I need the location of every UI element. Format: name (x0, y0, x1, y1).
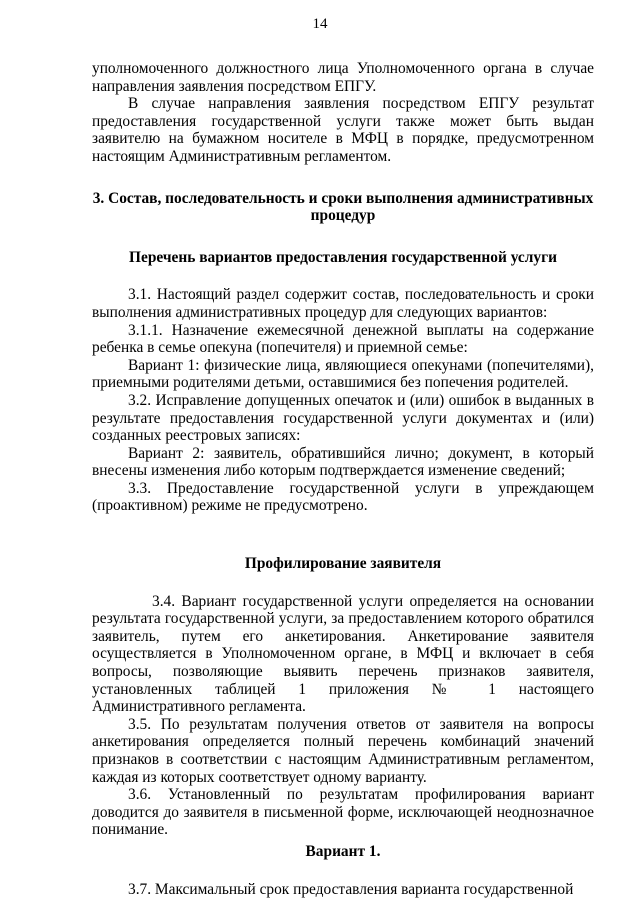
paragraph-3-6: 3.6. Установленный по результатам профилирования вариант доводится до заявителя в письменной форме, исключающей неоднозначное понимание. (92, 786, 594, 839)
paragraph-3-1-1: 3.1.1. Назначение ежемесячной денежной выплаты на содержание ребенка в семье опекуна (попечителя) и приемной семье: (92, 321, 594, 357)
subtitle-profiling: Профилирование заявителя (244, 555, 442, 573)
paragraph-3-7: 3.7. Максимальный срок предоставления варианта государственной (128, 880, 574, 898)
paragraph-3-4: 3.4. Вариант государственной услуги определяется на основании результата государственной услуги, за предоставлением которого обратился заявитель, путем его анкетирования. Анкетирование заявителя осуществляется в Уполномоченном органе, в МФЦ и включает в себя вопросы, позволяющие выявить перечень признаков заявителя, установленных таблицей 1 приложения № 1 настоящего Административного регламента. (92, 592, 594, 716)
page-number: 14 (312, 16, 328, 32)
paragraph-3-5: 3.5. По результатам получения ответов от заявителя на вопросы анкетирования определяется полный перечень комбинаций значений признаков в соответствии с настоящим Административным регламентом, каждая из которых соответствует одному варианту. (92, 715, 594, 786)
paragraph-epgu-result: В случае направления заявления посредством ЕПГУ результат предоставления государственной услуги также может быть выдан заявителю на бумажном носителе в МФЦ в порядке, предусмотренном настоящим Административным регламентом. (92, 95, 594, 165)
section-3-title: 3. Состав, последовательность и сроки выполнения административных процедур (92, 189, 594, 225)
paragraph-3-1: 3.1. Настоящий раздел содержит состав, последовательность и сроки выполнения административных процедур для следующих вариантов: (92, 286, 594, 321)
paragraph-3-3: 3.3. Предоставление государственной услуги в упреждающем (проактивном) режиме не предусмотрено. (92, 479, 594, 515)
subtitle-variant-1: Вариант 1. (305, 842, 381, 860)
page-body (92, 60, 594, 898)
paragraph-variant-1: Вариант 1: физические лица, являющиеся опекунами (попечителями), приемными родителями детьми, оставшимися без попечения родителей. (92, 356, 594, 392)
paragraph-continuation: уполномоченного должностного лица Уполномоченного органа в случае направления заявления посредством ЕПГУ. (92, 60, 594, 95)
paragraph-variant-2: Вариант 2: заявитель, обратившийся лично; документ, в который внесены изменения либо которым подтверждается изменение сведений; (92, 444, 594, 480)
paragraph-3-2: 3.2. Исправление допущенных опечаток и (или) ошибок в выданных в результате предоставления государственной услуги документах и (или) созданных реестровых записях: (92, 391, 594, 445)
subtitle-variants-list: Перечень вариантов предоставления государственной услуги (129, 248, 557, 266)
